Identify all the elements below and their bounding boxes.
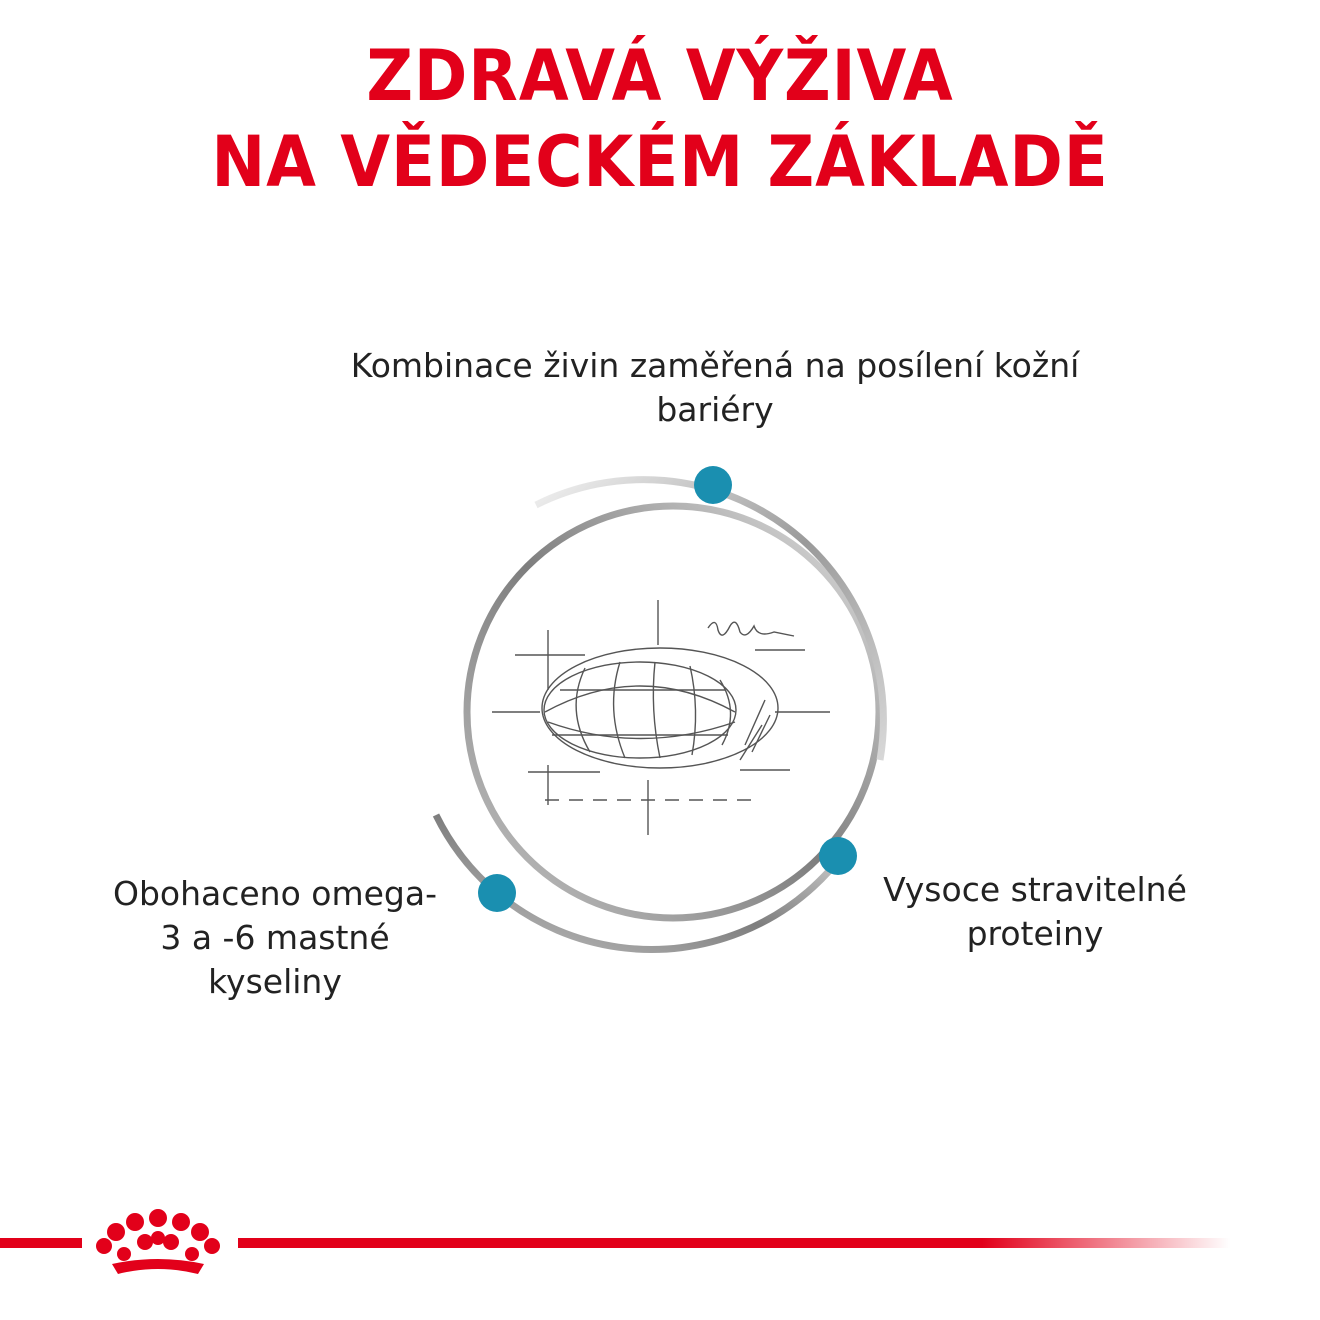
headline-line-1: ZDRAVÁ VÝŽIVA (366, 35, 954, 117)
footer-line-left (0, 1238, 82, 1248)
brand-footer (0, 1200, 1320, 1290)
kibble-sketch-icon (492, 600, 830, 835)
benefit-dot-left (478, 874, 516, 912)
footer-line-right (238, 1238, 1230, 1248)
benefit-omega-fatty-acids: Obohaceno omega-3 a -6 mastné kyseliny (112, 874, 437, 1001)
benefit-skin-barrier: Kombinace živin zaměřená na posílení kožní bariéry (350, 346, 1080, 429)
benefit-digestible-proteins: Vysoce stravitelné proteiny (883, 870, 1187, 953)
benefit-dot-right (819, 837, 857, 875)
headline-line-2: NA VĚDECKÉM ZÁKLADĚ (211, 121, 1109, 203)
royal-crown-icon (96, 1209, 220, 1274)
benefit-dot-top (694, 466, 732, 504)
